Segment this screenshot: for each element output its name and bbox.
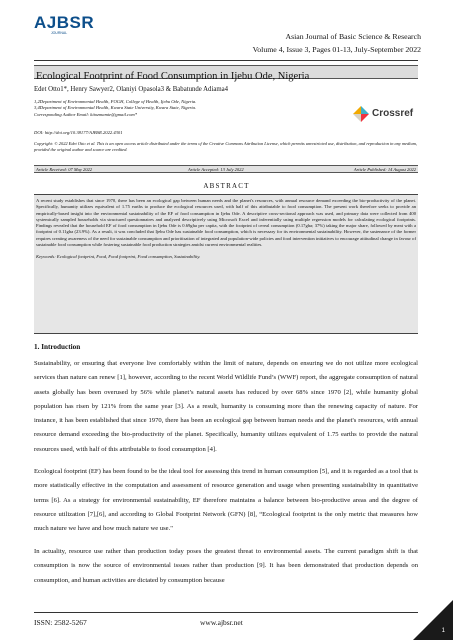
corresponding-email: Corresponding Author Email: kitozmamie@gmail.com*	[34, 111, 137, 117]
page-number: 1	[441, 628, 445, 634]
crossref-badge[interactable]	[352, 104, 418, 124]
title-bar	[34, 65, 418, 82]
logo-sub: JOURNAL	[50, 31, 68, 35]
footer-divider	[34, 612, 418, 613]
doi[interactable]: DOI: http://doi.org/10.38177/AJBSR.2022.4301	[34, 130, 123, 135]
keywords: Keywords: Ecological footprint, Food, Food footprint, Food consumption, Sustainability.	[36, 254, 201, 260]
crossref-label: Crossref	[372, 108, 414, 119]
logo-text: AJBSR	[34, 13, 95, 32]
page-corner	[413, 600, 453, 640]
abstract-text: A recent study establishes that since 1970, there has been an ecological gap between human needs and the planet's resources, with annual resource demand exceeding the bio-productivity of the planet. Specifically, humanity utilizes equivalent of 1.75 earths to produce the ecological resources used, with half of this attributable to food consumption. The present work therefore seeks to provide an empirically-based insight into the environmental sustainability of the EF of food consumption in Ijebu Ode. A descriptive cross-sectional approach was used, and primary data were collected from 400 systemically sampled households via structured questionnaires and analyzed descriptively using Microsoft Excel and inferentially using multiple regression models for calculating ecological footprints. Findings revealed that the household EF of food consumption in Ijebu Ode is 0.69gha per capita, with the footprint of cereal consumption (0.17gha; 37%) taking the major share, followed by meat with a footprint of 0.11gha (23.9%). As a result, it was concluded that Ijebu Ode has sustainable food consumption, which is necessary for its environmental sustainability. However, the sustenance of the former requires creating awareness of the need for sustainable consumption and prioritisation of integrated and population-wide policies and food intervention initiatives to encourage attitudinal change in favour of sustainable food consumption while fostering sustainable food production strategies amidst current environmental realities.	[36, 198, 416, 248]
intro-paragraph-1: Sustainability, or ensuring that everyone live comfortably within the limit of nature, depends on ensuring we do not utilize more ecological services than nature can renew [1], however, according to the recent World Wildlife Fund’s (WWF) report, the aggregate consumption of natural assets globally has been overused by 56% while planet’s natural assets has reduced by over 68% since 1970 [2], while humanity global population has risen by 121% from the same year [3]. As a result, humanity is consuming more than the renewing capacity of nature. For instance, it has been established that since 1970, there has been an ecological gap between human needs and the planet's resources, with annual resource demand exceeding the bio-productivity of the planet. Specifically, humanity utilizes equivalent of 1.75 earths to provide the natural resources used, with half of this attributable to food consumption [4].	[34, 360, 418, 453]
date-published: Article Published: 14 August 2022	[353, 167, 416, 172]
intro-paragraph-2: Ecological footprint (EF) has been found to be the ideal tool for assessing this trend in human consumption [5], and it is regarded as a tool that is more statistically effective in the computation and assessment of resource generation and usage when presenting sustainability in quantitative terms [6]. As a strategy for environmental sustainability, EF therefore maintains a balance between bio-productive areas and the degree of resource utilization [7],[6], and according to Global Footprint Network (GFN) [8], “Ecological footprint is the only metric that measures how much nature we have and how much nature we use."	[34, 468, 418, 533]
intro-paragraph-3: In actuality, resource use rather than production today poses the greatest threat to environmental assets. The current paradigm shift is that consumption is now the source of environmental issues rather than production [9]. It has been demonstrated that production depends on consumption, and human activities are dictated by consumption because	[34, 548, 418, 584]
journal-logo	[34, 13, 95, 44]
abstract-box	[34, 194, 418, 334]
header-divider	[34, 60, 418, 61]
affiliation-1: 1,2Department of Environmental Health, FOGH, College of Health, Ijebu Ode, Nigeria.	[34, 99, 197, 104]
article-title: Ecological Footprint of Food Consumption in Ijebu Ode, Nigeria	[36, 71, 310, 82]
affiliations	[34, 99, 284, 118]
journal-url[interactable]: www.ajbsr.net	[200, 618, 243, 627]
date-received: Article Received: 07 May 2022	[36, 167, 92, 172]
authors: Edet Otto1*, Henry Sawyer2, Olaniyi Opasola3 & Babatunde Adiama4	[34, 86, 229, 93]
issn: ISSN: 2582-5267	[34, 618, 87, 627]
copyright: Copyright: © 2022 Edet Otto et al. This is an open access article distributed under the terms of the Creative Commons Attribution License, which permits unrestricted use, distribution, and reproduction in any medium, provided the original author and source are credited.	[34, 141, 417, 153]
affiliation-2: 3,4Department of Environmental Health, Kwara State University, Kwara State, Nigeria.	[34, 105, 197, 111]
date-accepted: Article Accepted: 13 July 2022	[188, 167, 244, 172]
volume-info: Volume 4, Issue 3, Pages 01-13, July-September 2022	[252, 45, 421, 54]
journal-name: Asian Journal of Basic Science & Research	[285, 32, 421, 41]
section-heading-introduction: 1. Introduction	[34, 343, 81, 351]
abstract-heading: ABSTRACT	[203, 182, 250, 190]
journal-header	[253, 30, 421, 56]
crossref-icon	[352, 105, 370, 123]
dates-bar	[34, 165, 418, 173]
